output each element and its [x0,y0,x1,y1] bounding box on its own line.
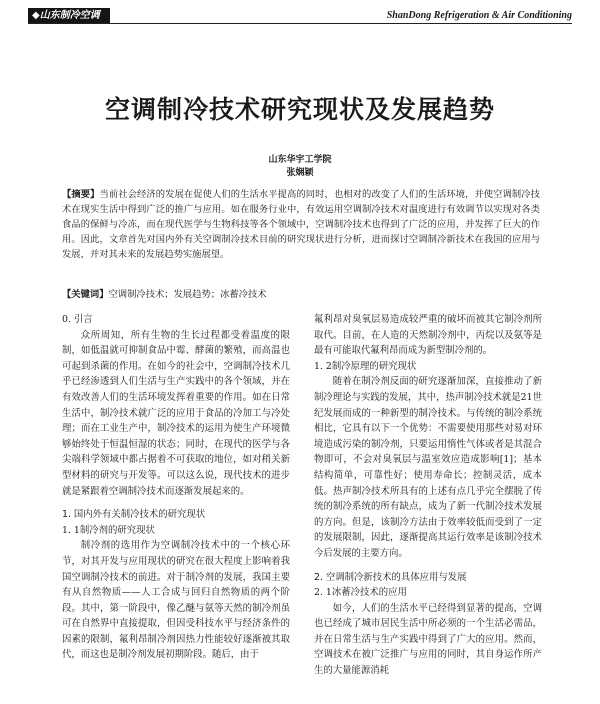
running-header [28,8,572,23]
abstract-text: 当前社会经济的发展在促使人们的生活水平提高的同时，也相对的改变了人们的生活环境，并使空调制冷技术在现实生活中得到广泛的推广与应用。如在服务行业中，有效运用空调制冷技术对温度进行有效调节以实现对各类食品的保鲜与冷冻，而在现代医学与生物科技等各个领域中，空调制冷技术也得到了广泛的应用，并发挥了巨大的作用。因此，文章首先对国内外有关空调制冷技术目前的研究现状进行分析，进而探讨空调制冷新技术在我国的应用与发展，并对其未来的发展趋势实施展望。 [62,189,540,260]
section-1-1-heading: 1. 1制冷剂的研究现状 [62,524,155,536]
section-1-2-heading: 1. 2制冷原理的研究现状 [314,360,417,372]
author-affiliation: 山东华宇工学院 [268,155,332,165]
header-rule [28,23,572,24]
abstract-label: 【摘要】 [62,189,100,200]
keywords-label: 【关键词】 [62,289,109,300]
left-column [62,312,290,663]
keywords [62,287,540,302]
section-2-1-heading: 2. 1冰蓄冷技术的应用 [314,587,407,599]
abstract [62,187,540,262]
section-2-1-paragraph: 如今，人们的生活水平已经得到显著的提高，空调也已经成了城市居民生活中所必须的一个生活必需品，并在日常生活与生产实践中得到了广大的应用。然而，空调技术在被广泛推广与应用的同时，其自身运作所产生的大量能源消耗 [314,602,542,677]
right-column [314,312,542,679]
section-1-heading: 1. 国内外有关制冷技术的研究现状 [62,509,206,521]
continued-paragraph: 氟利昂对臭氧层易造成较严重的破坏而被其它制冷剂所取代。目前，在人造的天然制冷剂中，丙烷以及氨等是最有可能取代氟利昂而成为新型制冷剂的。 [314,314,542,357]
intro-paragraph: 众所周知，所有生物的生长过程都受着温度的限制，如低温就可抑制食品中霉、酵菌的繁殖，而高温也可起到杀菌的作用。在如今的社会中，空调制冷技术几乎已经渗透到人们生活与生产实践中的各个领域，并在有效改善人们的生活环境发挥着重要的作用。如在日常生活中，制冷技术就广泛的应用于食品的冷加工与冷处理；而在工业生产中，制冷技术的运用为使生产环境微够始终处于恒温恒湿的状态；同时，在现代的医学与各尖端科学领域中都占据着不可获取的地位，如对稍关新型材料的研究与开发等。可以这么说，现代技术的进步就是紧跟着空调制冷技术而逐渐发展起来的。 [62,329,290,497]
section-2-heading: 2. 空调制冷新技术的具体应用与发展 [314,571,467,583]
author-name: 张娴颖 [286,168,314,178]
journal-name-en: ShanDong Refrigeration & Air Conditioning [386,10,572,21]
article-title: 空调制冷技术研究现状及发展趋势 [104,95,495,124]
intro-heading: 0. 引言 [62,314,93,325]
section-1-2-paragraph: 随着在制冷剂反面的研究逐渐加深，直接推动了新制冷理论与实践的发展，其中，热声制冷技术就是21世纪发展而成的一种新型的制冷技术。与传统的制冷系统相比，它具有以下一个优势：不需要使用那些对易对环境造成污染的制冷剂，只要运用惰性气体或者是其混合物即可，不会对臭氧层与温室效应造成影响[1]；基本结构简单，可靠性好；使用寿命长；控制灵活，成本低。热声制冷技术所具有的上述有点几乎完全摆脱了传统的制冷系统的所有缺点，成为了新一代制冷技术发展的方向。但是，该制冷方法由于效率较低而受到了一定的发展限制，因此，逐渐提高其运行效率是该制冷技术今后发展的主要方向。 [314,376,542,559]
journal-name-cn: ◆山东制冷空调 [28,8,110,23]
keywords-text: 空调制冷技术；发展趋势；冰蓄冷技术 [108,289,267,300]
section-1-1-paragraph: 制冷剂的选用作为空调制冷技术中的一个核心环节，对其开发与应用现状的研究在很大程度上影响着我国空调制冷技术的前进。对于制冷剂的发展，我国主要有从自然物质——人工合成与回归自然物质的两个阶段。其中，第一阶段中，像乙醚与氨等天然的制冷剂虽可在自然界中直接提取，但因受科技水平与经济条件的因素的限制，氟利昂制冷剂因热力性能较好逐渐被其取代，而这也是制冷剂发展初期阶段。随后，由于 [62,540,290,661]
